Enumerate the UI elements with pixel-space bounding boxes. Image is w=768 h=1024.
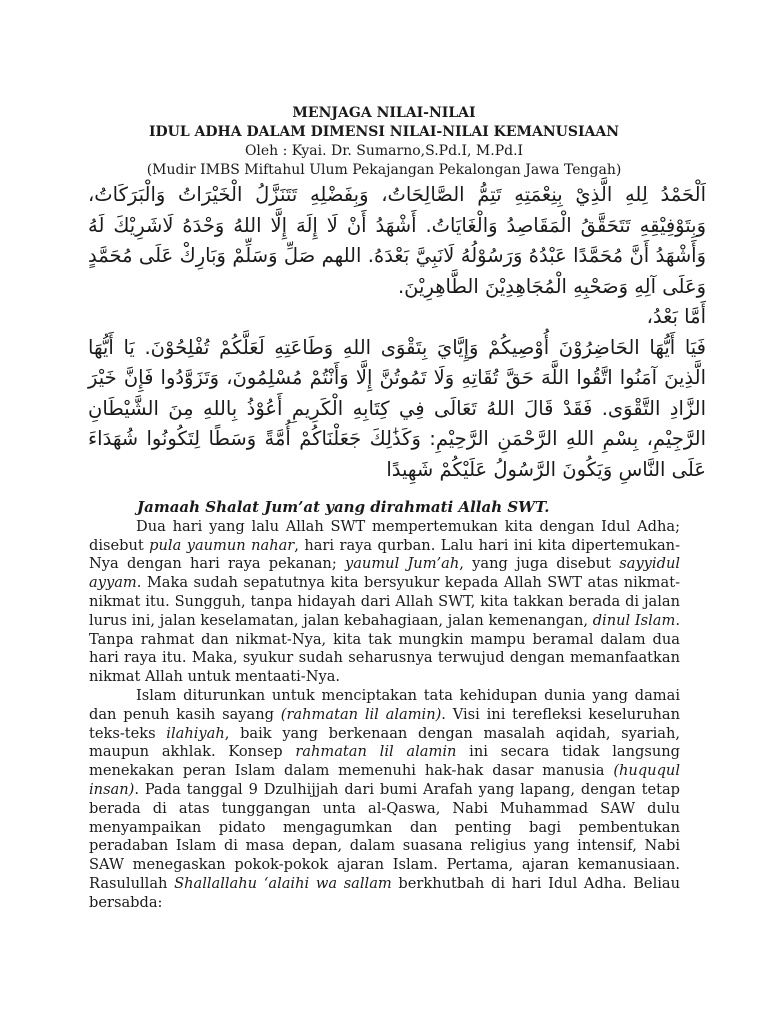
- italic-term: (rahmatan lil alamin): [280, 705, 442, 723]
- paragraph-text: . Tanpa rahmat dan nikmat-Nya, kita tak mungkin mampu beramal dalam dua hari raya itu. Maka, syukur sudah seharusnya terwujud dengan memanfaatkan nikmat Allah untuk mentaati-Nya.: [89, 611, 680, 686]
- paragraph-text: berkhutbah di hari Idul Adha. Beliau bersabda:: [89, 874, 681, 911]
- congregation-greeting: Jamaah Shalat Jum’at yang dirahmati Allah SWT.: [137, 498, 550, 516]
- arabic-wasiat-taqwa: فَيَا أَيُّهَا الحَاضِرُوْنَ أُوْصِيكُمْ وَإِيَّايَ بِتَقْوَى اللهِ وَطَاعَتِهِ لَعَلَّكُمْ تُفْلِحُوْنَ. يَا أَيُّهَا الَّذِينَ آمَنُوا اتَّقُوا اللَّهَ حَقَّ تُقَاتِهِ وَلَا تَمُوتُنَّ إِلَّا وَأَنْتُمْ مُسْلِمُونَ، وَتَزَوَّدُوا فَإِنَّ خَيْرَ الزَّادِ التَّقْوَى. فَقَدْ قَالَ اللهُ تَعَالَى فِي كِتَابِهِ الْكَرِيمِ أَعُوْذُ بِاللهِ مِنَ الشَّيْطَانِ الرَّجِيْمِ، بِسْمِ اللهِ الرَّحْمَنِ الرَّحِيْمِ: وَكَذَٰلِكَ جَعَلْنَاكُمْ أُمَّةً وَسَطًا لِتَكُونُوا شُهَدَاءَ عَلَى النَّاسِ وَيَكُونَ الرَّسُولُ عَلَيْكُمْ شَهِيدًا: [88, 335, 706, 481]
- paragraph-text: , hari raya qurban. Lalu hari ini kita dipertemukan-Nya dengan hari raya pekanan;: [89, 536, 680, 573]
- arabic-opening-praise: اَلْحَمْدُ لِلهِ الَّذِيْ بِنِعْمَتِهِ تَتِمُّ الصَّالِحَاتُ، وَبِفَضْلِهِ تَتَنَزَّلُ الْخَيْرَاتُ وَالْبَرَكَاتُ، وَبِتَوْفِيْقِهِ تَتَحَقَّقُ الْمَقَاصِدُ وَالْغَايَاتُ. أَشْهَدُ أَنْ لَا إِلَهَ إِلَّا اللهُ وَحْدَهُ لَاشَرِيْكَ لَهُ وَأَشْهَدُ أَنَّ مُحَمَّدًا عَبْدُهُ وَرَسُوْلُهُ لَانَبِيَّ بَعْدَهُ. اللهم صَلِّ وَسَلِّمْ وَبَارِكْ عَلَى مُحَمَّدٍ وَعَلَى آلِهِ وَصَحْبِهِ الْمُجَاهِدِيْنَ الطَّاهِرِيْنَ.: [88, 183, 706, 298]
- paragraph-text: ini secara tidak langsung menekakan peran Islam dalam memenuhi hak-hak dasar manusia: [89, 743, 680, 780]
- italic-term: Shallallahu ‘alaihi wa sallam: [174, 874, 392, 892]
- paragraph-text: Islam diturunkan untuk menciptakan tata kehidupan dunia yang damai dan penuh kasih sayang: [89, 686, 680, 723]
- paragraph-text: . Visi ini terefleksi keseluruhan teks-teks: [89, 705, 680, 742]
- italic-term: ilahiyah: [166, 724, 225, 742]
- italic-term: yaumul Jum’ah: [344, 555, 460, 573]
- title-line-2: IDUL ADHA DALAM DIMENSI NILAI-NILAI KEMANUSIAAN: [148, 124, 620, 140]
- italic-term: rahmatan lil alamin: [295, 743, 457, 761]
- document-header: [0, 104, 768, 180]
- italic-term: (huququl insan): [89, 762, 680, 798]
- affiliation-line: (Mudir IMBS Miftahul Ulum Pekajangan Pekalongan Jawa Tengah): [146, 162, 622, 178]
- paragraph-text: , baik yang berkenaan dengan masalah aqidah, syariah, maupun akhlak. Konsep: [89, 724, 680, 761]
- paragraph-text: . Pada tanggal 9 Dzulhijjah dari bumi Arafah yang lapang, dengan tetap berada di atas tunggangan unta al-Qaswa, Nabi Muhammad SAW dulu menyampaikan pidato mengagumkan dan penting bagi pembentukan peradaban Islam di masa depan, dalam suasana religius yang intensif, Nabi SAW menegaskan pokok-pokok ajaran Islam. Pertama, ajaran kemanusiaan. Rasulullah: [89, 780, 680, 892]
- italic-term: dinul Islam: [592, 611, 676, 629]
- paragraph-text: Dua hari yang lalu Allah SWT mempertemukan kita dengan Idul Adha; disebut: [89, 517, 680, 554]
- italic-term: pula yaumun nahar: [149, 536, 295, 554]
- paragraph-text: , yang juga disebut: [459, 555, 620, 573]
- paragraph-text: Maka sudah sepatutnya kita bersyukur kepada Allah SWT atas nikmat-nikmat itu. Sungguh, tanpa hidayah dari Allah SWT, kita takkan berada di jalan lurus ini, jalan keselamatan, jalan kebahagiaan, jalan kemenangan,: [89, 574, 680, 629]
- paragraph-1: [89, 518, 680, 687]
- italic-term: sayyidul ayyam.: [89, 555, 681, 592]
- author-line: Oleh : Kyai. Dr. Sumarno,S.Pd.I, M.Pd.I: [244, 143, 524, 159]
- title-line-1: MENJAGA NILAI-NILAI: [292, 105, 476, 121]
- arabic-opening-block: [88, 180, 706, 485]
- paragraph-2: [89, 687, 680, 913]
- arabic-amma-badu: أَمَّا بَعْدُ،: [646, 305, 706, 328]
- sermon-body: [89, 498, 680, 913]
